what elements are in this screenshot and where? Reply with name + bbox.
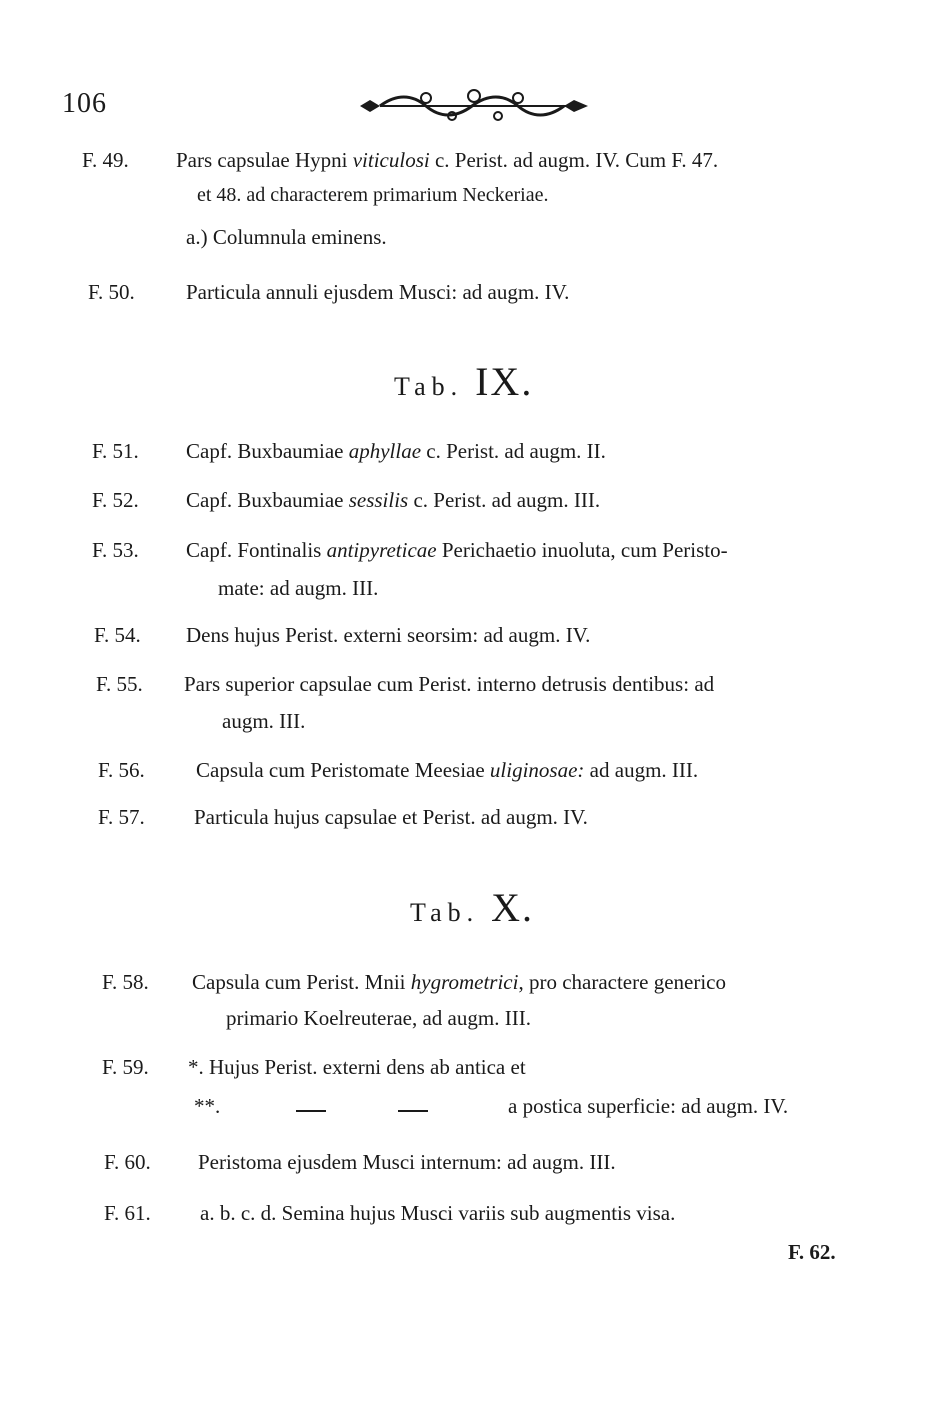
ditto-dash [398,1110,428,1112]
figure-description: Particula annuli ejusdem Musci: ad augm. IV. [186,280,570,304]
section-heading-label: Tab. [394,372,464,401]
section-heading-label: Tab. [410,898,480,927]
figure-label: F. 52. [92,488,139,512]
figure-description: Particula hujus capsulae et Perist. ad augm. IV. [194,805,588,829]
figure-description: Dens hujus Perist. externi seorsim: ad augm. IV. [186,623,591,647]
section-heading [394,358,533,405]
figure-description: a. b. c. d. Semina hujus Musci variis sub augmentis visa. [200,1201,676,1225]
figure-label: F. 59. [102,1055,149,1079]
figure-sub-note: a.) Columnula eminens. [186,225,387,249]
figure-sub-text: a postica superficie: ad augm. IV. [508,1094,789,1118]
section-heading-number: X. [491,885,534,930]
figure-description: Capf. Buxbaumiae sessilis c. Perist. ad augm. III. [186,488,601,512]
section-heading [410,884,534,931]
figure-label: F. 57. [98,805,145,829]
section-heading-number: IX. [475,359,534,404]
figure-description: Capsula cum Peristomate Meesiae uliginosae: ad augm. III. [196,758,699,782]
figure-description: Pars capsulae Hypni viticulosi c. Perist. ad augm. IV. Cum F. 47. [176,148,719,172]
figure-label: F. 56. [98,758,145,782]
figure-description: Pars superior capsulae cum Perist. interno detrusis dentibus: ad [184,672,715,696]
figure-label: F. 61. [104,1201,151,1225]
figure-label: F. 54. [94,623,141,647]
figure-label: F. 55. [96,672,143,696]
double-asterisk-mark: **. [194,1094,221,1118]
figure-label: F. 53. [92,538,139,562]
figure-description: Capf. Buxbaumiae aphyllae c. Perist. ad augm. II. [186,439,606,463]
figure-label: F. 60. [104,1150,151,1174]
figure-label: F. 51. [92,439,139,463]
figure-description: Capsula cum Perist. Mnii hygrometrici, pro charactere generico [192,970,726,994]
decorative-flourish-icon [356,86,592,126]
figure-sub-line [194,1094,874,1129]
figure-description-continuation: primario Koelreuterae, ad augm. III. [226,1006,531,1030]
catchword: F. 62. [788,1240,836,1264]
figure-label: F. 58. [102,970,149,994]
ditto-dash [296,1110,326,1112]
figure-description: *. Hujus Perist. externi dens ab antica et [188,1055,526,1079]
figure-label: F. 49. [82,148,129,172]
figure-description: Peristoma ejusdem Musci internum: ad augm. III. [198,1150,616,1174]
page-number: 106 [62,88,107,119]
figure-description: Capf. Fontinalis antipyreticae Perichaetio inuoluta, cum Peristo- [186,538,728,562]
figure-description-continuation: augm. III. [222,709,306,733]
figure-label: F. 50. [88,280,135,304]
figure-description-continuation: et 48. ad characterem primarium Neckeriae. [197,184,549,206]
figure-description-continuation: mate: ad augm. III. [218,576,379,600]
